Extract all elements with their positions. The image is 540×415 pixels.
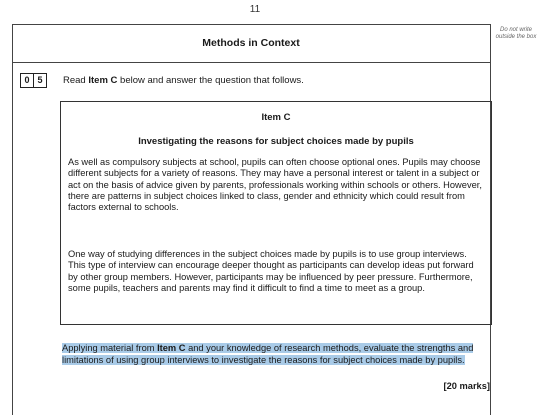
question-prompt [62,342,490,366]
marks-label: [20 marks] [443,381,490,391]
instruction-suffix: below and answer the question that follows. [117,75,304,86]
item-label: Item C [261,112,291,123]
question-number-digit-1: 0 [20,73,34,88]
section-divider [12,62,490,63]
prompt-prefix: Applying material from [62,343,158,353]
question-instruction [63,75,304,86]
instruction-item-ref: Item C [88,75,118,86]
page-number: 11 [249,4,261,15]
question-number [20,73,47,88]
section-title: Methods in Context [202,37,300,49]
question-number-digit-2: 5 [34,73,47,88]
prompt-item-ref: Item C [157,343,186,353]
prompt-suffix: and your knowledge of research methods, evaluate the strengths and limitations of using group interviews to investigate the reasons for subject choices made by pupils. [62,343,474,365]
item-heading: Investigating the reasons for subject choices made by pupils [138,136,414,147]
item-paragraph-1: As well as compulsory subjects at school, pupils can often choose optional ones. Pupils may choose different subjects for a variety of reasons. They may have a personal interest or talent in a subject or act on the basis of advice given by parents, professionals working within schools or others. However, there are patterns in subject choices linked to class, gender and ethnicity which could result from factors external to schools. [68,157,482,213]
margin-note: Do not write outside the box [495,27,537,40]
item-paragraph-2: One way of studying differences in the subject choices made by pupils is to use group interviews. This type of interview can encourage deeper thought as participants can develop ideas put forward by other group members. However, participants may be influenced by peer pressure. Furthermore, some pupils, teachers and parents may find it difficult to find a time to meet as a group. [68,249,474,293]
instruction-prefix: Read [63,75,89,86]
